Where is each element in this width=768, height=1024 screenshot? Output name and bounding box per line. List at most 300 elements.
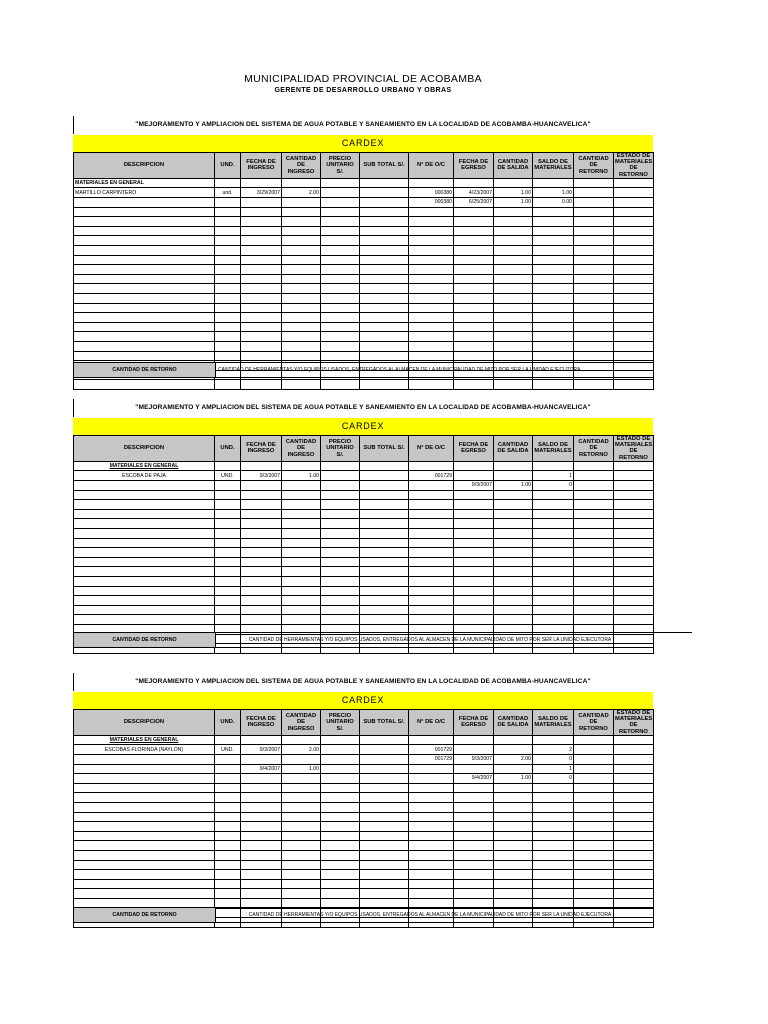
table-cell	[494, 548, 533, 558]
table-cell	[533, 351, 574, 361]
table-cell	[360, 274, 409, 284]
table-cell	[282, 293, 321, 303]
column-header-cantidad-ingreso: CANTIDAD DE INGRESO	[282, 710, 321, 736]
table-cell	[494, 605, 533, 615]
table-cell: 001729	[409, 745, 454, 755]
table-cell	[74, 615, 215, 625]
table-cell	[494, 471, 533, 481]
table-cell	[360, 284, 409, 294]
table-row	[74, 245, 654, 255]
table-row	[74, 889, 654, 899]
table-cell	[282, 341, 321, 351]
table-cell	[282, 198, 321, 208]
table-row	[74, 509, 654, 519]
table-cell	[614, 615, 654, 625]
table-cell	[574, 870, 614, 880]
table-cell	[241, 461, 282, 471]
table-cell	[614, 822, 654, 832]
table-row	[74, 380, 654, 390]
table-cell	[282, 755, 321, 765]
table-cell	[494, 178, 533, 188]
table-cell	[360, 245, 409, 255]
cardex-table	[73, 709, 654, 928]
table-cell	[74, 879, 215, 889]
table-cell	[494, 351, 533, 361]
table-cell	[241, 605, 282, 615]
table-cell	[215, 764, 241, 774]
table-cell	[321, 313, 360, 323]
table-cell	[215, 615, 241, 625]
table-cell	[574, 538, 614, 548]
table-cell	[215, 509, 241, 519]
table-row	[74, 548, 654, 558]
table-cell	[74, 255, 215, 265]
table-cell	[360, 313, 409, 323]
table-cell	[454, 217, 494, 227]
return-summary	[73, 907, 654, 923]
table-row	[74, 605, 654, 615]
table-cell	[241, 615, 282, 625]
table-cell	[282, 380, 321, 390]
table-cell: 1.00	[494, 198, 533, 208]
column-header-estado-retorno: ESTADO DE MATERIALES DE RETORNO	[615, 436, 653, 461]
table-cell	[494, 303, 533, 313]
table-cell	[282, 557, 321, 567]
table-cell	[215, 519, 241, 529]
table-cell	[282, 481, 321, 491]
table-cell	[614, 605, 654, 615]
table-cell: 1.00	[282, 764, 321, 774]
table-cell	[574, 198, 614, 208]
table-cell	[74, 802, 215, 812]
table-row	[74, 265, 654, 275]
table-cell	[360, 850, 409, 860]
table-cell	[282, 802, 321, 812]
table-cell	[241, 567, 282, 577]
table-cell	[360, 822, 409, 832]
table-cell	[533, 332, 574, 342]
table-cell	[533, 889, 574, 899]
table-cell	[321, 889, 360, 899]
table-cell	[614, 226, 654, 236]
table-cell	[74, 860, 215, 870]
table-cell	[215, 198, 241, 208]
table-cell	[409, 217, 454, 227]
table-cell	[321, 519, 360, 529]
table-cell	[360, 341, 409, 351]
table-cell	[282, 226, 321, 236]
table-cell	[533, 178, 574, 188]
table-cell	[360, 461, 409, 471]
table-cell	[74, 380, 215, 390]
table-cell	[321, 615, 360, 625]
table-cell	[241, 793, 282, 803]
table-cell	[360, 783, 409, 793]
table-cell	[454, 822, 494, 832]
table-cell	[574, 207, 614, 217]
table-cell	[321, 236, 360, 246]
table-cell	[614, 548, 654, 558]
table-cell	[614, 528, 654, 538]
table-cell: UND.	[215, 745, 241, 755]
table-cell	[360, 576, 409, 586]
table-cell	[574, 783, 614, 793]
table-cell	[454, 255, 494, 265]
table-row	[74, 284, 654, 294]
table-cell: MARTILLO CARPINTERO	[74, 188, 215, 198]
table-cell	[494, 802, 533, 812]
table-cell	[321, 226, 360, 236]
table-cell	[74, 293, 215, 303]
table-cell	[454, 380, 494, 390]
table-cell	[574, 226, 614, 236]
table-cell	[574, 245, 614, 255]
table-cell	[574, 831, 614, 841]
table-cell	[614, 255, 654, 265]
table-cell	[409, 293, 454, 303]
table-cell	[494, 490, 533, 500]
table-cell	[215, 341, 241, 351]
table-cell	[241, 576, 282, 586]
table-cell	[494, 745, 533, 755]
table-cell	[74, 226, 215, 236]
table-cell	[321, 812, 360, 822]
table-cell	[215, 879, 241, 889]
table-cell	[215, 245, 241, 255]
table-cell	[494, 332, 533, 342]
table-cell	[574, 879, 614, 889]
table-cell	[533, 822, 574, 832]
table-cell	[533, 870, 574, 880]
table-cell	[215, 490, 241, 500]
table-cell	[409, 236, 454, 246]
return-label: CANTIDAD DE RETORNO	[74, 633, 216, 647]
table-row	[74, 500, 654, 510]
table-cell	[321, 471, 360, 481]
project-title: "MEJORAMIENTO Y AMPLIACION DEL SISTEMA DE AGUA POTABLE Y SANEAMIENTO EN LA LOCALIDAD DE ACOBAMBA-HUANCAVELICA"	[135, 404, 591, 411]
table-cell	[360, 735, 409, 745]
table-row	[74, 774, 654, 784]
table-cell	[574, 178, 614, 188]
table-cell	[215, 293, 241, 303]
return-description: CANTIDAD DE HERRAMIENTAS Y/O EQUIPOS USADOS, ENTREGADOS AL ALMACEN DE LA MUNICIPALIDAD DE MITO POR SER LA UNIDAD EJECUTORA	[218, 367, 581, 373]
table-cell	[409, 481, 454, 491]
table-cell	[533, 528, 574, 538]
table-cell	[74, 245, 215, 255]
table-cell	[321, 879, 360, 889]
table-cell	[574, 764, 614, 774]
table-cell	[282, 313, 321, 323]
table-cell	[574, 500, 614, 510]
table-cell	[574, 341, 614, 351]
table-cell: 9/3/2007	[454, 481, 494, 491]
table-cell	[494, 735, 533, 745]
table-cell	[282, 889, 321, 899]
table-cell	[321, 831, 360, 841]
project-title: "MEJORAMIENTO Y AMPLIACION DEL SISTEMA DE AGUA POTABLE Y SANEAMIENTO EN LA LOCALIDAD DE ACOBAMBA-HUANCAVELICA"	[135, 678, 591, 685]
table-cell	[74, 755, 215, 765]
return-description: : CANTIDAD DE HERRAMIENTAS Y/O EQUIPOS USADOS, ENTREGADOS AL ALMACEN DE LA MUNICIPALIDAD DE MITO POR SER LA UNIDAD EJECUTORA	[246, 912, 612, 918]
table-cell	[409, 841, 454, 851]
table-cell	[494, 265, 533, 275]
table-cell	[409, 783, 454, 793]
table-cell	[360, 596, 409, 606]
table-cell: 9/3/2007	[241, 745, 282, 755]
table-cell	[215, 255, 241, 265]
table-row	[74, 860, 654, 870]
table-cell	[533, 284, 574, 294]
table-cell	[282, 793, 321, 803]
table-cell	[614, 783, 654, 793]
table-cell	[533, 236, 574, 246]
table-cell	[241, 265, 282, 275]
table-cell	[360, 226, 409, 236]
table-cell	[241, 548, 282, 558]
table-cell	[241, 850, 282, 860]
table-cell	[321, 735, 360, 745]
table-cell	[409, 870, 454, 880]
table-cell	[215, 380, 241, 390]
table-cell	[494, 236, 533, 246]
table-cell	[74, 793, 215, 803]
table-cell	[574, 850, 614, 860]
table-cell	[494, 764, 533, 774]
table-cell	[614, 284, 654, 294]
table-cell	[74, 313, 215, 323]
table-row	[74, 567, 654, 577]
header-row	[74, 153, 654, 179]
table-cell	[282, 322, 321, 332]
table-row	[74, 303, 654, 313]
table-cell	[533, 812, 574, 822]
table-cell	[614, 509, 654, 519]
table-cell	[614, 274, 654, 284]
table-cell	[321, 303, 360, 313]
table-cell	[533, 265, 574, 275]
table-row	[74, 850, 654, 860]
table-cell: 9/4/2007	[241, 764, 282, 774]
table-cell	[321, 605, 360, 615]
table-cell	[409, 596, 454, 606]
table-cell	[215, 548, 241, 558]
table-cell	[409, 850, 454, 860]
table-cell	[614, 576, 654, 586]
table-cell	[454, 783, 494, 793]
table-cell	[614, 831, 654, 841]
table-cell	[215, 265, 241, 275]
column-header-cantidad-salida: CANTIDAD DE SALIDA	[494, 710, 533, 736]
table-cell	[409, 500, 454, 510]
table-cell	[360, 774, 409, 784]
table-cell	[241, 783, 282, 793]
table-cell	[494, 879, 533, 889]
table-cell	[454, 226, 494, 236]
table-cell	[454, 615, 494, 625]
table-cell	[321, 841, 360, 851]
table-cell	[215, 284, 241, 294]
table-cell	[74, 284, 215, 294]
table-row	[74, 322, 654, 332]
return-label: CANTIDAD DE RETORNO	[74, 908, 216, 922]
header-row	[74, 436, 654, 462]
table-cell	[215, 889, 241, 899]
table-cell: ESCOBAS FLORINDA (NAYLON)	[74, 745, 215, 755]
table-cell	[614, 207, 654, 217]
table-cell: 9/3/2007	[454, 755, 494, 765]
table-row	[74, 596, 654, 606]
table-cell	[494, 831, 533, 841]
table-cell	[409, 245, 454, 255]
table-row	[74, 236, 654, 246]
table-cell	[215, 528, 241, 538]
table-cell	[321, 274, 360, 284]
table-cell	[494, 567, 533, 577]
table-cell	[494, 860, 533, 870]
table-cell	[215, 831, 241, 841]
table-cell	[454, 332, 494, 342]
table-cell	[614, 802, 654, 812]
table-cell	[494, 207, 533, 217]
table-cell	[533, 341, 574, 351]
table-cell	[215, 860, 241, 870]
table-cell	[533, 860, 574, 870]
table-cell	[360, 860, 409, 870]
table-cell	[215, 274, 241, 284]
table-cell	[494, 322, 533, 332]
table-cell	[454, 207, 494, 217]
table-cell	[614, 519, 654, 529]
table-cell	[321, 509, 360, 519]
table-cell	[241, 557, 282, 567]
table-cell: 000380	[409, 188, 454, 198]
table-cell	[241, 528, 282, 538]
table-cell	[282, 284, 321, 294]
table-cell	[574, 596, 614, 606]
table-cell	[321, 850, 360, 860]
table-cell	[360, 605, 409, 615]
table-cell	[321, 860, 360, 870]
table-cell	[360, 303, 409, 313]
table-cell	[494, 519, 533, 529]
table-cell	[360, 764, 409, 774]
table-cell	[454, 605, 494, 615]
table-cell	[321, 265, 360, 275]
table-row	[74, 341, 654, 351]
table-cell	[282, 831, 321, 841]
column-header-cantidad-ingreso: CANTIDAD DE INGRESO	[282, 153, 321, 179]
table-cell	[454, 293, 494, 303]
table-row	[74, 802, 654, 812]
table-cell	[409, 274, 454, 284]
table-cell	[360, 879, 409, 889]
table-cell	[241, 889, 282, 899]
table-cell	[409, 548, 454, 558]
table-cell	[74, 841, 215, 851]
table-cell	[360, 198, 409, 208]
table-cell: 1	[533, 471, 574, 481]
table-cell	[454, 870, 494, 880]
table-cell	[454, 303, 494, 313]
table-cell	[494, 783, 533, 793]
table-cell	[494, 841, 533, 851]
table-cell	[360, 490, 409, 500]
table-cell	[574, 509, 614, 519]
table-cell	[574, 586, 614, 596]
table-cell: MATERIALES EN GENERAL	[74, 178, 215, 188]
table-cell	[614, 764, 654, 774]
return-description: : CANTIDAD DE HERRAMIENTAS Y/O EQUIPOS USADOS, ENTREGADOS AL ALMACEN DE LA MUNICIPALIDAD DE MITO POR SER LA UNIDAD EJECUTORA	[246, 637, 612, 643]
table-cell	[360, 500, 409, 510]
table-row	[74, 831, 654, 841]
table-cell: ESCOBA DE PAJA	[74, 471, 215, 481]
table-cell	[454, 490, 494, 500]
table-cell	[533, 500, 574, 510]
table-cell	[74, 889, 215, 899]
table-cell	[614, 586, 654, 596]
table-cell	[454, 471, 494, 481]
table-cell: 9/4/2007	[454, 774, 494, 784]
table-cell	[454, 841, 494, 851]
table-cell	[241, 500, 282, 510]
cardex-band: CARDEX	[73, 135, 653, 152]
table-cell	[454, 586, 494, 596]
table-cell	[241, 274, 282, 284]
table-cell	[215, 802, 241, 812]
table-cell: 2.00	[494, 755, 533, 765]
table-cell	[241, 538, 282, 548]
column-header-saldo-materiales: SALDO DE MATERIALES	[533, 436, 574, 462]
table-cell	[409, 774, 454, 784]
table-cell	[614, 351, 654, 361]
cardex-section-2	[0, 399, 768, 659]
table-cell	[321, 341, 360, 351]
table-cell	[241, 217, 282, 227]
table-cell	[321, 528, 360, 538]
table-cell	[74, 557, 215, 567]
table-cell	[494, 889, 533, 899]
table-cell	[454, 274, 494, 284]
table-cell	[614, 471, 654, 481]
table-cell	[494, 557, 533, 567]
separator-line	[652, 632, 692, 633]
table-cell	[360, 548, 409, 558]
table-cell	[409, 255, 454, 265]
table-cell	[282, 509, 321, 519]
table-cell	[241, 351, 282, 361]
table-cell	[454, 236, 494, 246]
cardex-band: CARDEX	[73, 692, 653, 709]
table-cell	[454, 528, 494, 538]
table-cell	[282, 538, 321, 548]
table-cell	[409, 860, 454, 870]
table-cell	[321, 284, 360, 294]
table-cell	[74, 812, 215, 822]
table-cell	[282, 615, 321, 625]
table-cell	[74, 538, 215, 548]
table-cell	[494, 313, 533, 323]
table-cell	[215, 226, 241, 236]
table-cell	[533, 293, 574, 303]
table-cell	[241, 313, 282, 323]
table-cell	[74, 528, 215, 538]
table-cell	[282, 870, 321, 880]
table-cell	[241, 870, 282, 880]
header-row	[74, 710, 654, 736]
table-cell	[360, 615, 409, 625]
table-cell	[614, 245, 654, 255]
column-header-cantidad-retorno: CANTIDAD DE RETORNO	[574, 153, 614, 179]
table-cell	[321, 822, 360, 832]
